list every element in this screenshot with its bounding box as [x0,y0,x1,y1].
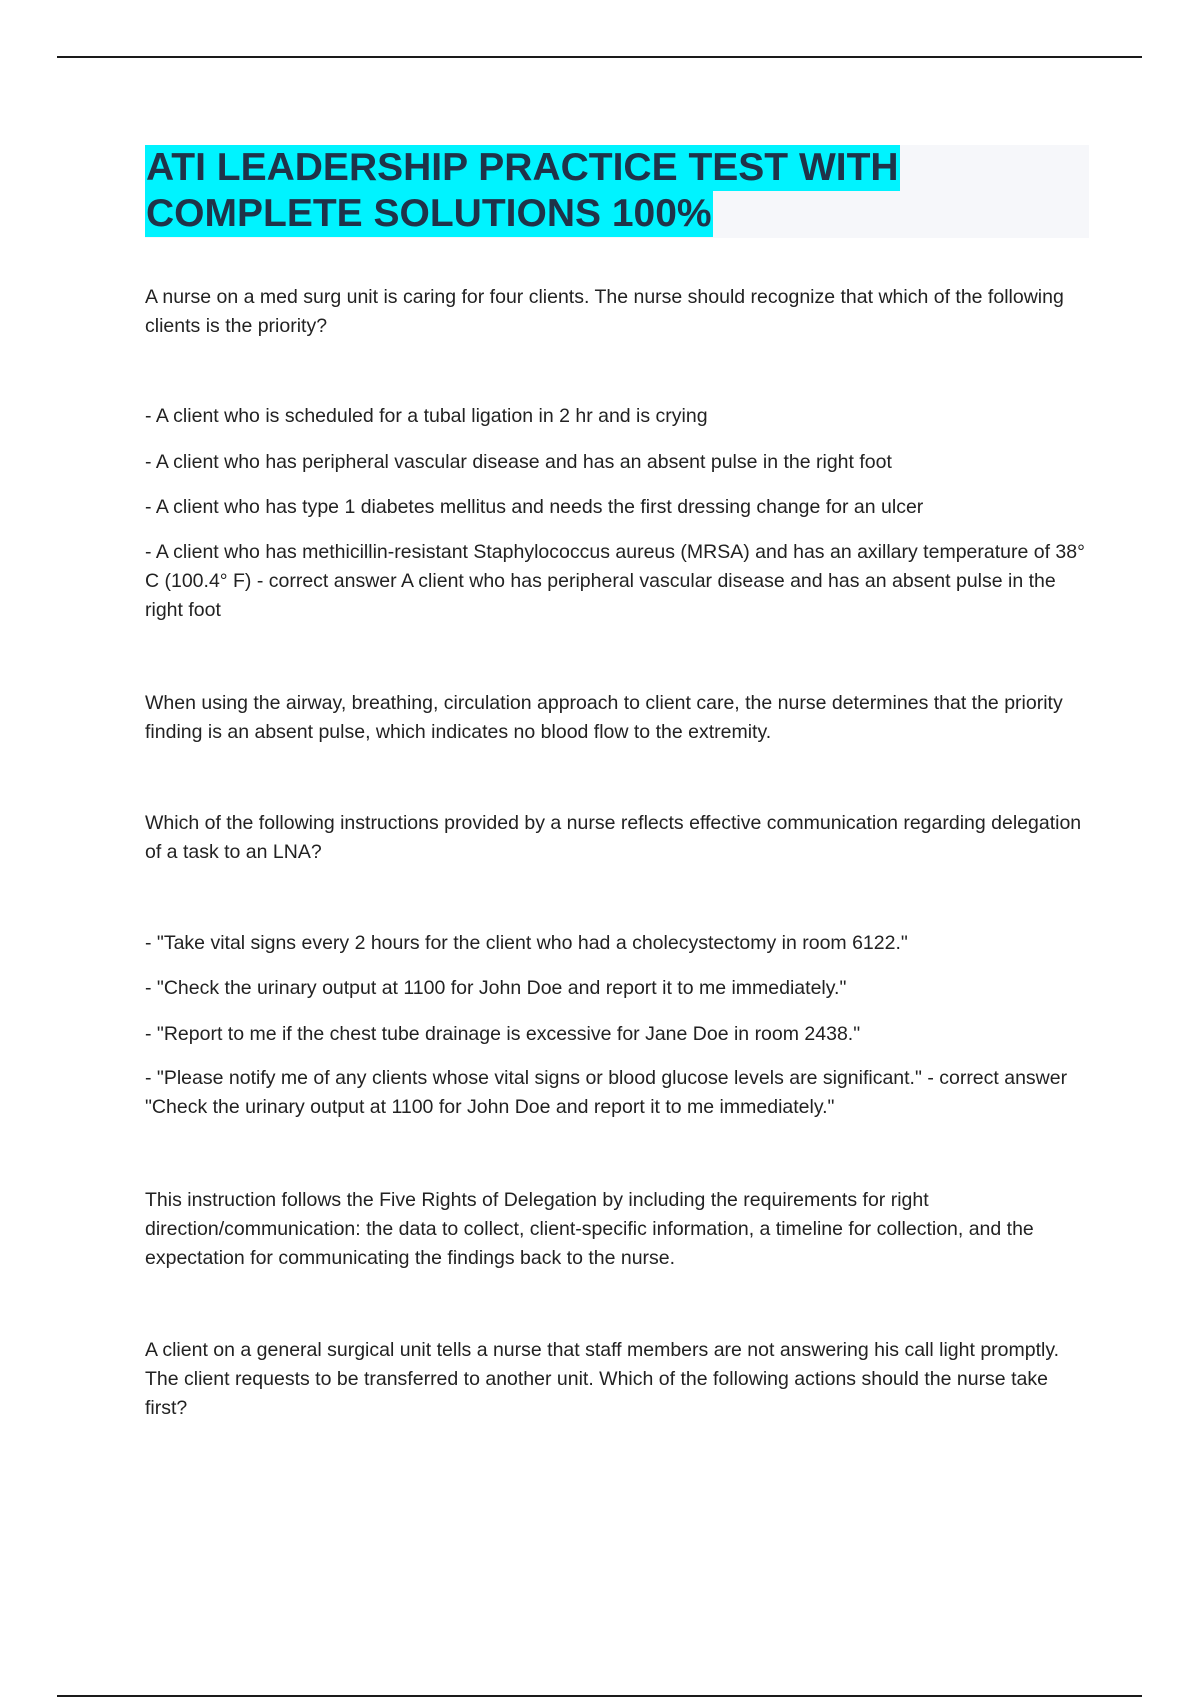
top-divider [57,56,1142,58]
question-1-option-d-with-answer: - A client who has methicillin-resistant Staphylococcus aureus (MRSA) and has an axillary temperature of 38° C (100.4° F) - correct answer A client who has peripheral vascular disease and has an absent pulse in the right foot [145,541,1085,621]
question-1-text: A nurse on a med surg unit is caring for four clients. The nurse should recognize that which of the following clients is the priority? [145,286,1064,337]
question-3-text: A client on a general surgical unit tells a nurse that staff members are not answering his call light promptly. The client requests to be transferred to another unit. Which of the following actions should the nurse take first? [145,1339,1060,1419]
question-1-option-b: - A client who has peripheral vascular disease and has an absent pulse in the right foot [145,451,892,473]
question-2-rationale: This instruction follows the Five Rights of Delegation by including the requirements for right direction/communication: the data to collect, client-specific information, a timeline for collection, and the expectation for communicating the findings back to the nurse. [145,1189,1034,1269]
question-1-rationale: When using the airway, breathing, circulation approach to client care, the nurse determines that the priority finding is an absent pulse, which indicates no blood flow to the extremity. [145,692,1063,743]
bottom-divider [57,1695,1142,1697]
question-2-option-c: - "Report to me if the chest tube drainage is excessive for Jane Doe in room 2438." [145,1023,861,1045]
question-2-text: Which of the following instructions provided by a nurse reflects effective communication regarding delegation of a task to an LNA? [145,812,1082,863]
question-1-option-a: - A client who is scheduled for a tubal ligation in 2 hr and is crying [145,405,708,427]
title-line-2: COMPLETE SOLUTIONS 100% [146,192,712,235]
question-2-option-a: - "Take vital signs every 2 hours for the client who had a cholecystectomy in room 6122." [145,932,908,954]
question-2-option-b: - "Check the urinary output at 1100 for John Doe and report it to me immediately." [145,977,847,999]
document-title [145,145,1089,238]
question-2-option-d-with-answer: - "Please notify me of any clients whose vital signs or blood glucose levels are significant." - correct answer "Check the urinary output at 1100 for John Doe and report it to me immediately." [145,1067,1068,1118]
question-1-option-c: - A client who has type 1 diabetes mellitus and needs the first dressing change for an ulcer [145,496,924,518]
title-line-1: ATI LEADERSHIP PRACTICE TEST WITH [146,146,899,189]
